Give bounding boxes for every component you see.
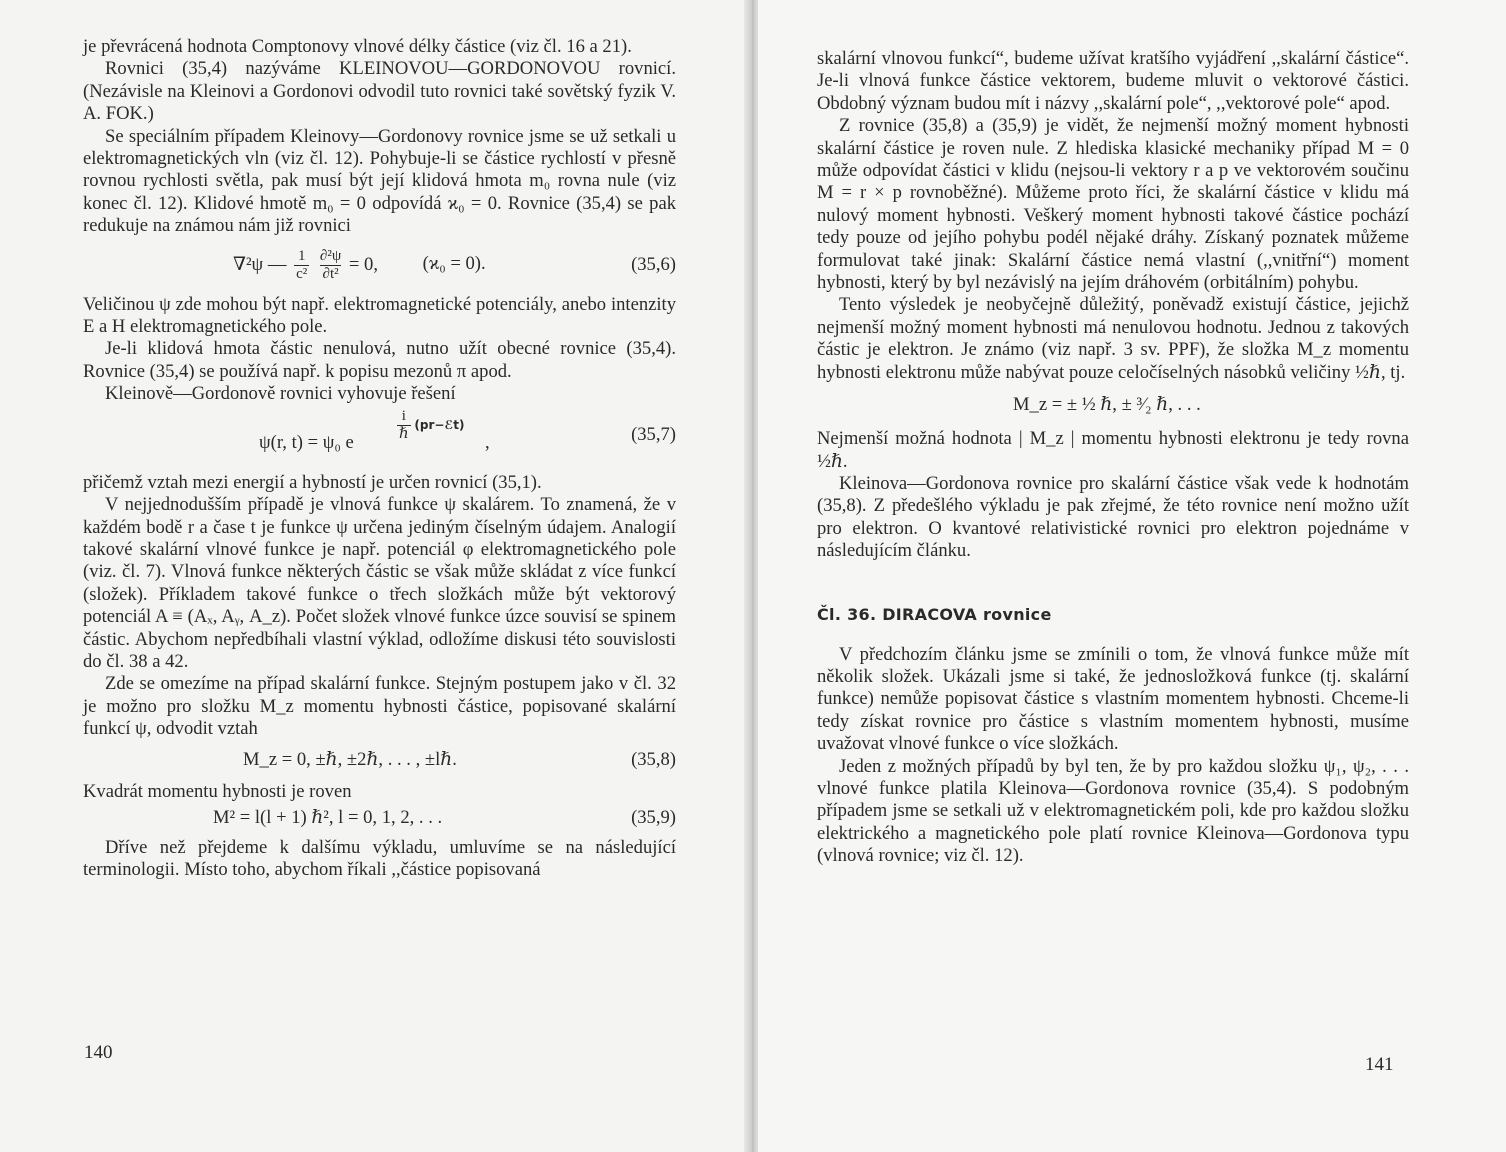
eq-35-7-lhs: ψ(r, t) = ψ₀ e [259,431,354,453]
left-paragraph-7: přičemž vztah mezi energií a hybností je určen rovnicí (35,1). [83,471,542,493]
left-paragraph-9: Zde se omezíme na případ skalární funkce. Stejným postupem jako v čl. 32 je možno pro složku M_z momentu hybnosti částice, popisované skalární funkcí ψ, odvodit vztah [83,673,676,740]
eq-35-6-lhs: ∇²ψ — [233,253,287,275]
left-page [0,0,748,1152]
eq-35-7-exponent [397,408,464,443]
left-paragraph-11: Dříve než přejdeme k dalšímu výkladu, umluvíme se na následující terminologii. Místo toho, abychom říkali ,,částice popisovaná [83,836,676,881]
eq-35-6-fraction-1 [294,248,309,283]
section-heading: Čl. 36. DIRACOVA rovnice [817,604,1052,624]
eq-35-6-frac1-num: 1 [297,247,306,264]
eq-35-7-number: (35,7) [631,423,676,445]
left-paragraph-6: Kleinově—Gordonově rovnici vyhovuje řešení [105,383,456,405]
eq-35-6-frac1-den: c² [296,265,308,282]
eq-35-6-fraction-2 [320,248,341,283]
right-page [758,0,1506,1152]
left-paragraph-2: Rovnici (35,4) nazýváme KLEINOVOU—GORDONOVOU rovnicí. (Nezávisle na Kleinovi a Gordonovi odvodil tuto rovnici také sovětský fyzik V. A. FOK.) [83,58,676,125]
eq-35-8-number: (35,8) [631,748,676,770]
eq-35-9-number: (35,9) [631,806,676,828]
left-paragraph-4: Veličinou ψ zde mohou být např. elektromagnetické potenciály, anebo intenzity E a H elektromagnetického pole. [83,293,676,338]
eq-35-9-body: M² = l(l + 1) ℏ², l = 0, 1, 2, . . . [213,806,443,828]
left-paragraph-8: V nejjednodušším případě je vlnová funkce ψ skalárem. To znamená, že v každém bodě r a čase t je funkce ψ určena jediným číselným údajem. Analogií takové skalární vlnové funkce je např. potenciál φ elektromagnetického pole (viz. čl. 7). Vlnová funkce některých částic se však může skládat z více funkcí (složek). Příkladem takové funkce o třech složkách může být vektorový potenciál A ≡ (Aₓ, Aᵧ, A_z). Počet složek vlnové funkce úzce souvisí se spinem částic. Abychom nepředbíhali vlastní výklad, odložíme diskusi této souvislosti do čl. 38 a 42. [83,494,676,672]
equation-35-7 [83,406,676,472]
eq-35-6-frac2-num: ∂²ψ [319,247,342,264]
eq-35-8-body: M_z = 0, ±ℏ, ±2ℏ, . . . , ±lℏ. [243,748,457,770]
left-paragraph-3: Se speciálním případem Kleinovy—Gordonovy rovnice jsme se už setkali u elektromagnetických vln (viz čl. 12). Pohybuje-li se částice rychlostí v přesně rovnou rychlosti světla, pak musí být její klidová hmota m₀ rovna nule (viz konec čl. 12). Klidové hmotě m₀ = 0 odpovídá ϰ₀ = 0. Rovnice (35,4) se pak redukuje na známou nám již rovnici [83,125,676,237]
equation-35-6 [83,238,676,294]
eq-35-6-number: (35,6) [631,253,676,275]
eq-35-7-exp-tail: (pr−ℰt) [414,417,465,432]
eq-35-7-exp-den: ℏ [399,425,409,442]
eq-35-6-frac2-den: ∂t² [320,265,341,283]
equation-35-8 [83,741,676,781]
page-number-right: 141 [1365,1054,1394,1075]
right-paragraph-2: Z rovnice (35,8) a (35,9) je vidět, že nejmenší možný moment hybnosti skalární částice je roven nule. Z hlediska klasické mechaniky případ M = 0 může odpovídat částici v klidu (nejsou-li vektory r a p ve vektorovém součinu M = r × p rovnoběžné). Můžeme proto říci, že skalární částice v klidu má nulový moment hybnosti. Veškerý moment hybnosti takové částice pochází tedy pouze od jejího pohybu podél nějaké dráhy. Získaný poznatek můžeme formulovat také jinak: Skalární částice nemá vlastní (,,vnitřní“) moment hybnosti, který by byl nezávislý na jejím dráhovém (orbitálním) pohybu. [817,115,1409,294]
left-paragraph-1: je převrácená hodnota Comptonovy vlnové délky částice (viz čl. 16 a 21). [83,36,632,57]
page-number-left: 140 [84,1042,113,1063]
left-text-column [83,36,676,882]
equation-35-9 [83,803,676,837]
right-text-column [817,48,1409,868]
right-paragraph-5: Kleinova—Gordonova rovnice pro skalární částice však vede k hodnotám (35,8). Z předešlého výkladu je pak zřejmé, že této rovnice není možno užít pro elektron. O kvantové relativistické rovnici pro elektron pojednáme v následujícím článku. [817,472,1409,562]
eq-mz-body: M_z = ± ½ ℏ, ± ³⁄₂ ℏ, . . . [1013,394,1201,416]
eq-35-6-rhs: = 0, [348,253,378,275]
right-paragraph-4: Nejmenší možná hodnota | M_z | momentu hybnosti elektronu je tedy rovna ½ℏ. [817,428,1409,472]
right-paragraph-6: V předchozím článku jsme se zmínili o tom, že vlnová funkce může mít několik složek. Ukázali jsme si také, že jednosložková funkce (tj. skalární funkce) nemůže popisovat částice s vlastním momentem hybnosti. Chceme-li tedy získat rovnice pro částice s vlastním momentem hybnosti, musíme uvažovat vlnové funkce o více složkách. [817,643,1409,755]
left-paragraph-5: Je-li klidová hmota částic nenulová, nutno užít obecné rovnice (35,4). Rovnice (35,4) se používá např. k popisu mezonů π apod. [83,338,676,382]
left-paragraph-10: Kvadrát momentu hybnosti je roven [83,780,352,802]
eq-35-6-condition: (ϰ₀ = 0). [422,253,486,275]
right-paragraph-7: Jeden z možných případů by byl ten, že by pro každou složku ψ₁, ψ₂, . . . vlnové funkce platila Kleinova—Gordonova rovnice (35,4). S podobným případem jsme se setkali už v elektromagnetickém poli, kde pro každou složku elektrického a magnetického pole platí rovnice Kleinova—Gordonova typu (vlnová rovnice; viz čl. 12). [817,755,1409,867]
eq-35-7-comma: , [485,431,490,453]
equation-mz [817,384,1409,428]
eq-35-7-exp-num: i [401,407,406,424]
right-paragraph-3: Tento výsledek je neobyčejně důležitý, poněvadž existují částice, jejichž nejmenší možný moment hybnosti má nenulovou hodnotu. Jednou z takových částic je elektron. Je známo (viz např. 3 sv. PPF), že složka M_z momentu hybnosti elektronu může nabývat pouze celočíselných násobků veličiny ½ℏ, tj. [817,294,1409,383]
right-paragraph-1: skalární vlnovou funkcí“, budeme užívat kratšího vyjádření ,,skalární částice“. Je-li vlnová funkce částice vektorem, budeme mluvit o vektorové částici. Obdobný význam budou mít i názvy ,,skalární pole“, ,,vektorové pole“ apod. [817,48,1409,114]
